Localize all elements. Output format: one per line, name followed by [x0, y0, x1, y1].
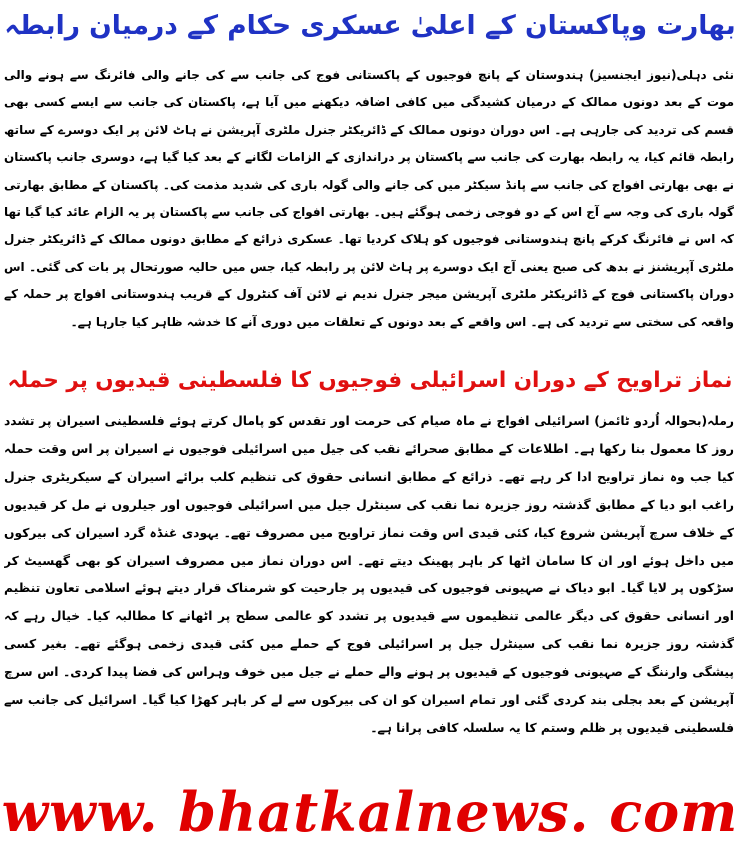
- article1-body: نئی دہلی(نیوز ایجنسیز) ہندوستان کے پانچ فوجیوں کے پاکستانی فوج کی جانب سے کی جانے والی فائرنگ سے ہونے والی موت کے بعد دونوں ممالک کے درمیان کشیدگی میں کافی اضافہ دیکھنے میں آیا ہے، پاکستان کی جانب سے ایسے کسی بھی قسم کی تردید کی جارہی ہے۔ اس دوران دونوں ممالک کے ڈائریکٹر جنرل ملٹری آپریشن نے ہاٹ لائن پر ایک دوسرے کے ساتھ رابطہ قائم کیا، یہ رابطہ بھارت کی جانب سے پاکستان پر دراندازی کے الزامات لگانے کے بعد کیا گیا ہے، دوسری جانب پاکستان نے بھی بھارتی افواج کی جانب سے پانڈ سیکٹر میں کی جانے والی گولہ باری کی شدید مذمت کی۔ پاکستان کے مطابق بھارتی گولہ باری کی وجہ سے آج اس کے دو فوجی زخمی ہوگئے ہیں۔ بھارتی افواج کی جانب سے پاکستان پر یہ الزام عائد کیا گیا تھا کہ اس نے فائرنگ کرکے پانچ ہندوستانی فوجیوں کو ہلاک کردیا تھا۔ عسکری ذرائع کے مطابق دونوں ممالک کے ڈائریکٹر جنرل ملٹری آپریشنز نے بدھ کی صبح یعنی آج ایک دوسرے پر ہاٹ لائن پر رابطہ کیا، جس میں حالیہ صورتحال پر بات کی گئی۔ اس دوران پاکستانی فوج کے ڈائریکٹر ملٹری آپریشن میجر جنرل ندیم نے لائن آف کنٹرول کے قریب ہندوستانی افواج پر حملہ کے واقعہ کی سختی سے تردید کی ہے۔ اس واقعے کے بعد دونوں کے تعلقات میں دوری آنے کا خدشہ ظاہر کیا جارہا ہے۔: [4, 68, 734, 329]
- website-watermark: www. bhatkalnews. com: [1, 780, 739, 844]
- article2-headline: نماز تراویح کے دوران اسرائیلی فوجیوں کا فلسطینی قیدیوں پر حملہ: [7, 368, 733, 393]
- article1-headline: بھارت وپاکستان کے اعلیٰ عسکری حکام کے درمیان رابطہ: [4, 10, 736, 41]
- article2-body: رملہ(بحوالہ اُردو ٹائمز) اسرائیلی افواج نے ماہ صیام کی حرمت اور تقدس کو پامال کرتے ہوئے فلسطینی اسیران پر تشدد روز کا معمول بنا رکھا ہے۔ اطلاعات کے مطابق صحرائے نقب کی جیل میں اسرائیلی فوجیوں نے اسیران پر اس وقت حملہ کیا جب وہ نماز تراویح ادا کر رہے تھے۔ ذرائع کے مطابق انسانی حقوق کی تنظیم کلب برائے اسیران کے سیکریٹری جنرل راغب ابو دیا کے مطابق گذشتہ روز جزیرہ نما نقب کی سینٹرل جیل میں اسرائیلی فوجیوں اور جیلروں نے مل کر قیدیوں کے خلاف سرچ آپریشن شروع کیا، کئی قیدی اس وقت نماز تراویح میں مصروف تھے۔ یہودی غنڈہ گرد اسیران کی بیرکوں میں داخل ہوئے اور ان کا سامان اٹھا کر باہر پھینک دیتے تھے۔ اس دوران نماز میں مصروف اسیران کو بھی گھسیٹ کر سڑکوں پر لایا گیا۔ ابو دیاک نے صہیونی فوجیوں کی قیدیوں پر جارحیت کو شرمناک قرار دیتے ہوئے اسلامی تعاون تنظیم اور انسانی حقوق کی دیگر عالمی تنظیموں سے قیدیوں پر تشدد کو عالمی سطح پر اٹھانے کا مطالبہ کیا۔ خیال رہے کہ گذشتہ روز جزیرہ نما نقب کی سینٹرل جیل پر اسرائیلی فوج کے حملے میں کئی قیدی زخمی ہوگئے تھے۔ بغیر کسی پیشگی وارننگ کے صہیونی فوجیوں کے قیدیوں پر ہونے والے حملے نے جیل میں خوف وہراس کی فضا پیدا کردی۔ اس سرچ آپریشن کے بعد بجلی بند کردی گئی اور تمام اسیران کو ان کی بیرکوں سے لے کر باہر کھڑا کیا گیا۔ اسرائیل کی جانب سے فلسطینی قیدیوں پر ظلم وستم کا یہ سلسلہ کافی پرانا ہے۔: [4, 414, 734, 735]
